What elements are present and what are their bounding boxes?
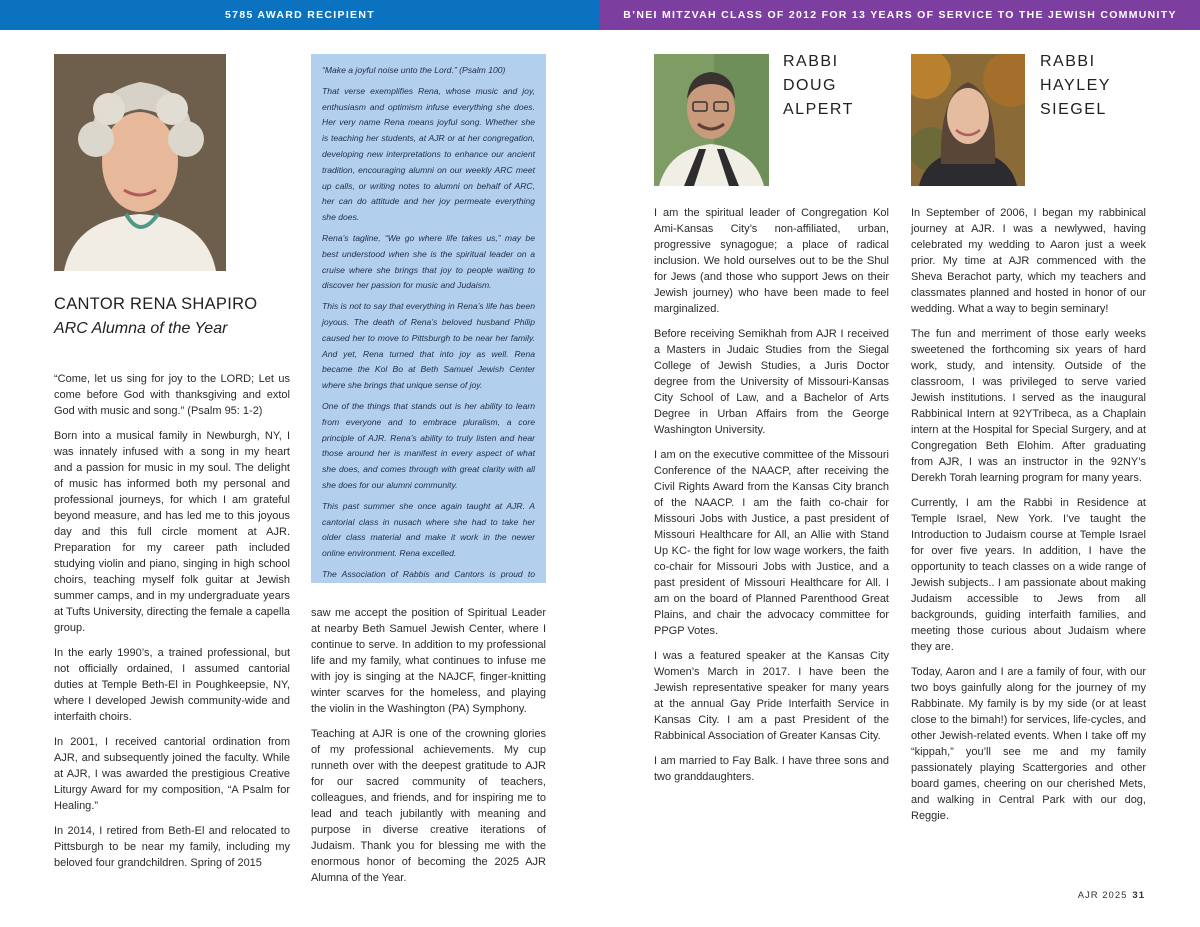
name-line: DOUG (783, 77, 837, 94)
tribute-paragraph: The Association of Rabbis and Cantors is proud to (322, 568, 535, 579)
rabbi-alpert-bio (654, 205, 889, 785)
publication-label: AJR 2025 (1077, 890, 1128, 901)
page-footer (1078, 890, 1145, 901)
name-line: RABBI (1040, 53, 1096, 70)
alpert-paragraph: Before receiving Semikhah from AJR I received a Masters in Judaic Studies from the Siegal College of Jewish Studies, a Juris Doctor degree from the University of Missouri-Kansas City School of Law, and a Bachelor of Arts Degree in Urban Affairs from the George Washington University. (654, 328, 889, 436)
siegel-paragraph: In September of 2006, I began my rabbinical journey at AJR. I was a newlywed, having celebrated my wedding to Aaron just a week prior. My time at AJR commenced with the Sheva Berachot party, which my teachers and classmates planned and hosted in honor of our wedding. What a way to begin seminary! (911, 207, 1146, 315)
cantor-col1-paragraph: “Come, let us sing for joy to the LORD; Let us come before God with thanksgiving and extol God with music and song.” (Psalm 95: 1-2) (54, 373, 290, 417)
cantor-col1-paragraph: In the early 1990’s, a trained professional, but not officially ordained, I assumed cantorial duties at Temple Beth-El in Poughkeepsie, NY, where I developed Jewish community-wide and interfaith choirs. (54, 647, 290, 723)
rabbi-siegel-bio (911, 205, 1146, 824)
cantor-column-2 (311, 605, 546, 886)
alpert-paragraph: I am on the executive committee of the Missouri Conference of the NAACP, after receiving the Civil Rights Award from the Kansas City branch of the NAACP. I am the faith co-chair for Missouri Jobs with Justice, a past president of Missouri Healthcare for All, an Allie with Stand Up KC- the fight for low wage workers, the faith co-chair for Missouri Jobs with Justice, and a past president of Missouri Healthcare for All. I am on the board of Planned Parenthood Great Plains, and chair the advocacy committee for PPGP Votes. (654, 449, 889, 637)
tribute-paragraph: This past summer she once again taught at AJR. A cantorial class in nusach where she had to take her older class material and make it work in the newer online environment. Rena excelled. (322, 500, 535, 559)
cantor-name: CANTOR RENA SHAPIRO (54, 295, 258, 313)
alpert-paragraph: I was a featured speaker at the Kansas City Women’s March in 2017. I have been the Jewish representative speaker for many years at the annual Gay Pride Interfaith Service in Kansas City. I am a past President of the Rabbinical Association of Greater Kansas City. (654, 650, 889, 742)
cantor-subtitle: ARC Alumna of the Year (54, 320, 228, 337)
tribute-paragraph: Rena’s tagline, “We go where life takes us,” may be best understood when she is the spiritual leader on a cruise where she brings that joy to people waiting to discover her passion for music and Judaism. (322, 232, 535, 291)
rabbi-alpert-name (783, 50, 854, 122)
cantor-col1-paragraph: In 2014, I retired from Beth-El and relocated to Pittsburgh to be near my family, including my beloved four grandchildren. Spring of 2015 (54, 825, 290, 869)
tribute-paragraph: One of the things that stands out is her ability to learn from everyone and to embrace pluralism, a core principle of AJR. Rena’s ability to truly listen and hear those around her is manifest in every aspect of what she does, and comes through with great clarity with all she does for our alumni community. (322, 400, 535, 490)
name-line: SIEGEL (1040, 101, 1107, 118)
cantor-rena-shapiro-photo (54, 54, 226, 271)
cantor-col2-paragraph: Teaching at AJR is one of the crowning glories of my professional achievements. My cup runneth over with the deepest gratitude to AJR for our sacred community of teachers, colleagues, and friends, and for inspiring me to lead and teach jubilantly with meaning and purpose in diverse creative iterations of Judaism. Thank you for blessing me with the enormous honor of becoming the 2025 AJR Alumna of the Year. (311, 728, 546, 884)
siegel-paragraph: Currently, I am the Rabbi in Residence at Temple Israel, New York. I’ve taught the Introduction to Judaism course at Temple Israel for over five years. In addition, I have the opportunity to teach classes on a wide range of Jewish subjects.. I am passionate about making Judaism accessible to Jews from all backgrounds, guiding interfaith families, and meeting those curious about Judaism where they are. (911, 497, 1146, 653)
tribute-paragraph: This is not to say that everything in Rena’s life has been joyous. The death of Rena’s beloved husband Philip caused her to move to Pittsburgh to be near her family. And yet, Rena turned that into joy as well. Rena became the Kol Bo at Beth Samuel Jewish Center where she brings that unique sense of joy. (322, 301, 535, 391)
tribute-paragraph: “Make a joyful noise unto the Lord.” (Psalm 100) (322, 65, 506, 75)
tribute-box (311, 54, 546, 583)
alpert-paragraph: I am the spiritual leader of Congregation Kol Ami-Kansas City’s non-affiliated, urban, progressive synagogue; a place of radical inclusion. We hold ourselves out to be the Shul for Jews (and those who support Jews on their Jewish journey) who have been made to feel marginalized. (654, 207, 889, 315)
rabbi-doug-alpert-photo (654, 54, 769, 186)
name-line: RABBI (783, 53, 839, 70)
alpert-paragraph: I am married to Fay Balk. I have three sons and two granddaughters. (654, 755, 889, 783)
name-line: HAYLEY (1040, 77, 1111, 94)
siegel-paragraph: Today, Aaron and I are a family of four, with our two boys gainfully along for the journey of my Rabbinate. My family is by my side (or at least close to the bimah!) for services, life-cycles, and other Jewish-related events. When I take off my “kippah,” you’ll see me and my family passionately playing Scattergories and other board games, cheering on our cherished Mets, and walking in Central Park with our dog, Reggie. (911, 666, 1146, 822)
siegel-paragraph: The fun and merriment of those early weeks sweetened the forthcoming six years of hard work, study, and intensity. Outside of the classroom, I was privileged to serve varied Jewish institutions. I served as the inaugural Rabbinical Intern at 92YTribeca, as a Chaplain intern at the Hospital for Special Surgery, and at Congregation Beth Elohim. After graduating from AJR, I was an instructor in the 92NY’s Derekh Torah learning program for many years. (911, 328, 1146, 484)
cantor-col1-paragraph: In 2001, I received cantorial ordination from AJR, and subsequently joined the faculty. While at AJR, I was awarded the prestigious Creative Liturgy Award for my composition, “A Psalm for Healing.” (54, 736, 290, 812)
cantor-col2-paragraph: saw me accept the position of Spiritual Leader at nearby Beth Samuel Jewish Center, where I continue to serve. In addition to my professional life and my family, what continues to infuse me with joy is singing at the NAJCF, finger-knitting winter scarves for the homeless, and playing the violin in the Washington (PA) Symphony. (311, 607, 546, 715)
rabbi-siegel-name (1040, 50, 1111, 122)
cantor-col1-paragraph: Born into a musical family in Newburgh, NY, I was innately infused with a song in my heart and a passion for music in my soul. The delight of music has informed both my personal and professional journeys, for which I am grateful beyond measure, and has led me to this joyous day and this full circle moment at AJR. Preparation for my career path included studying violin and piano, singing in high school choirs, teaching myself folk guitar at Jewish summer camps, and in my undergraduate years at Tufts University, directing the female a capella group. (54, 430, 290, 634)
page-number: 31 (1132, 890, 1145, 901)
award-recipient-banner (0, 0, 600, 30)
banner-right-text: B’NEI MITZVAH CLASS OF 2012 FOR 13 YEARS OF SERVICE TO THE JEWISH COMMUNITY (623, 9, 1177, 21)
rabbi-hayley-siegel-photo (911, 54, 1025, 186)
banner-left-text: 5785 AWARD RECIPIENT (225, 9, 375, 21)
cantor-column-1 (54, 371, 290, 871)
name-line: ALPERT (783, 101, 854, 118)
bnei-mitzvah-banner (600, 0, 1200, 30)
tribute-paragraph: That verse exemplifies Rena, whose music and joy, enthusiasm and optimism infuse everything she does. Her very name Rena means joyful song. Whether she is teaching her students, at AJR or at her congregation, developing new interpretations to enhance our ancient tradition, encouraging alumni on our weekly ARC meet up calls, or writing notes to alumni on behalf of ARC, her can do attitude and her joy permeate everything she does. (322, 85, 535, 223)
